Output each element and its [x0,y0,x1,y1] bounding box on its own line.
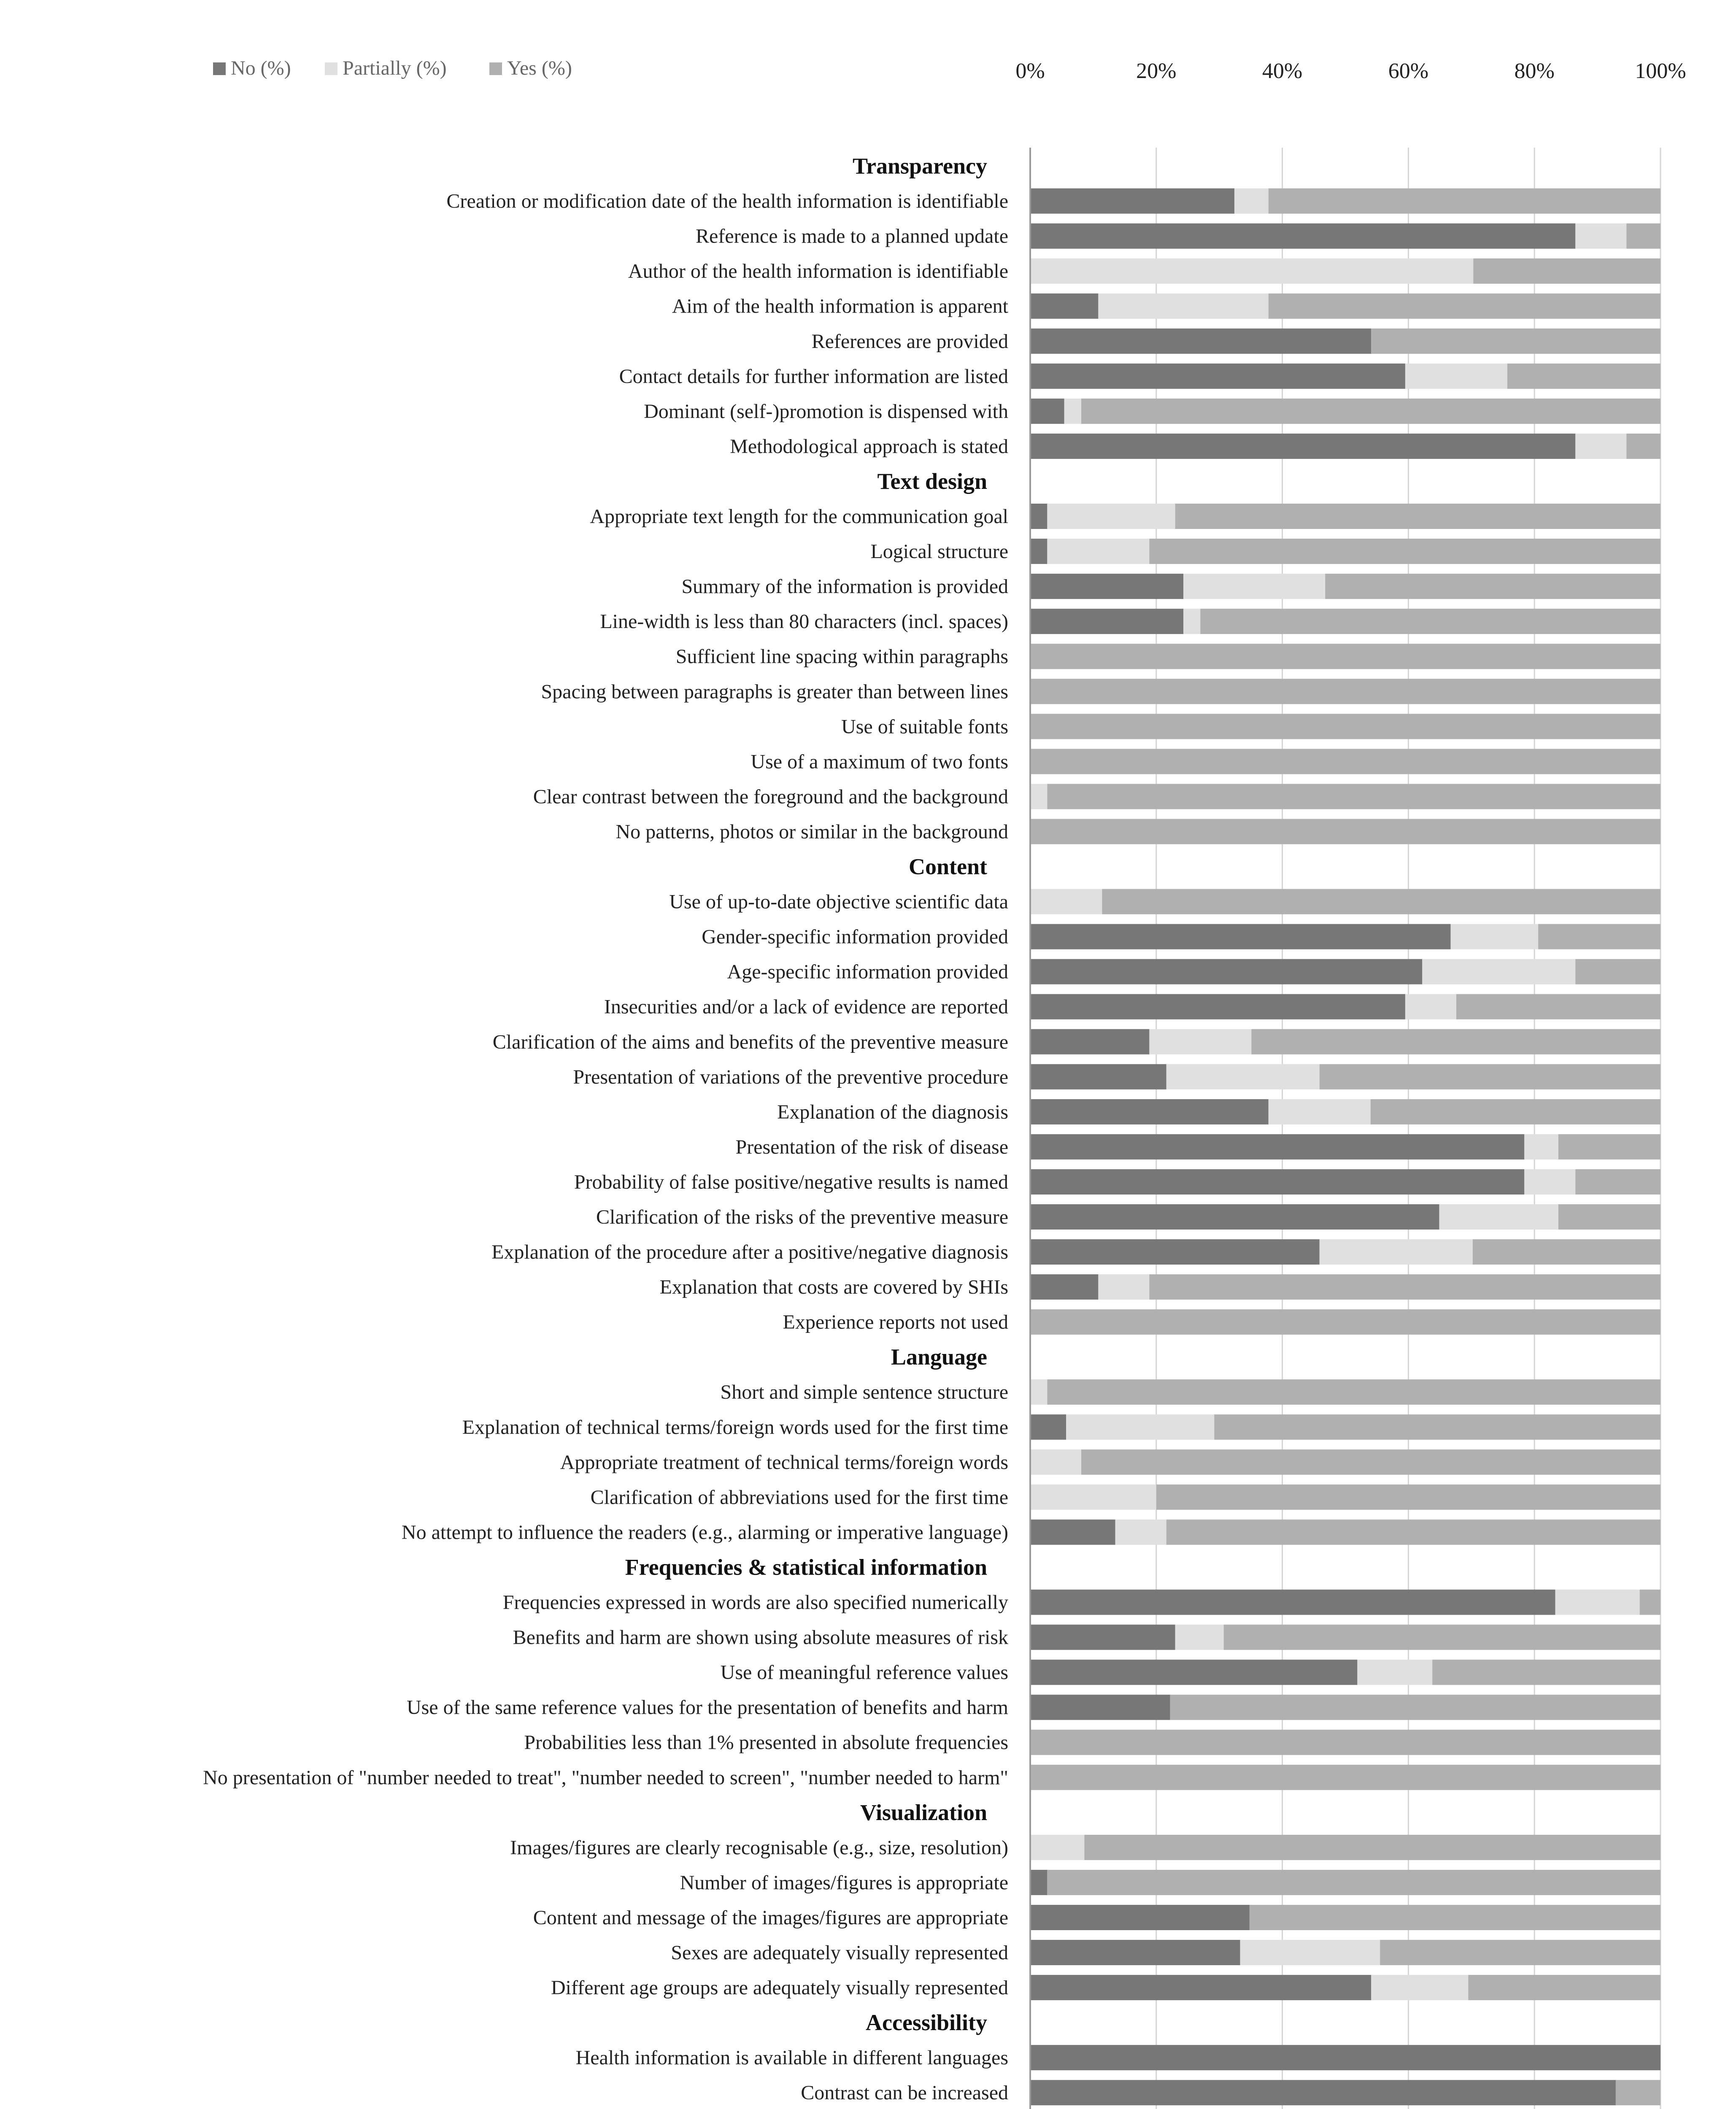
bar-segment-partially [1047,504,1175,529]
bar-segment-partially [1064,399,1081,424]
row-label: Appropriate text length for the communication goal [590,505,1008,528]
bar-segment-yes [1149,539,1660,564]
bar-segment-partially [1066,1414,1214,1440]
bar-segment-yes [1175,504,1660,529]
bar-segment-yes [1047,1870,1660,1895]
bar-segment-yes [1047,1379,1660,1405]
bar-segment-no [1030,1519,1115,1545]
legend-label: Partially (%) [343,57,447,79]
bar-segment-yes [1616,2080,1660,2105]
row-label: Explanation that costs are covered by SHIs [659,1276,1008,1299]
bar-segment-partially [1175,1625,1224,1650]
bar-segment-no [1030,539,1047,564]
bar-segment-partially [1357,1660,1432,1685]
row-label: Use of suitable fonts [841,715,1008,738]
bar-segment-yes [1473,1239,1660,1265]
x-tick-label: 60% [1388,59,1429,83]
bar-segment-yes [1640,1590,1660,1615]
bar-segment-no [1030,1695,1170,1720]
legend-swatch [213,62,226,75]
row-label: Images/figures are clearly recognisable (e.g., size, resolution) [510,1836,1008,1859]
bar-segment-yes [1432,1660,1660,1685]
bar-segment-yes [1371,1099,1660,1125]
bar-segment-partially [1166,1064,1320,1090]
row-label: Insecurities and/or a lack of evidence are reported [604,995,1008,1018]
row-label: Clear contrast between the foreground and the background [533,785,1008,808]
row-label: Logical structure [870,540,1008,563]
bar-segment-no [1030,1625,1175,1650]
bar-segment-yes [1558,1204,1660,1230]
section-header: Frequencies & statistical information [625,1554,987,1580]
row-label: Presentation of the risk of disease [735,1135,1008,1158]
bar-segment-partially [1149,1029,1251,1054]
row-label: Creation or modification date of the health information is identifiable [446,190,1008,213]
row-label: Short and simple sentence structure [720,1381,1008,1404]
bar-segment-no [1030,1590,1555,1615]
bar-segment-no [1030,329,1371,354]
x-axis-tick-labels [1015,59,1686,83]
bar-segment-no [1030,574,1183,599]
row-label: Appropriate treatment of technical terms/foreign words [560,1451,1008,1474]
bar-segment-yes [1156,1484,1660,1510]
bar-segment-yes [1166,1519,1660,1545]
bar-segment-no [1030,364,1405,389]
chart-legend [213,57,572,79]
row-label: Content and message of the images/figures are appropriate [533,1906,1008,1929]
bar-segment-partially [1183,574,1325,599]
bar-segment-yes [1081,399,1660,424]
row-label: No patterns, photos or similar in the background [616,820,1008,843]
bar-segment-no [1030,924,1450,949]
row-label: Presentation of variations of the preventive procedure [573,1065,1008,1088]
bar-segment-no [1030,959,1422,984]
row-label: Number of images/figures is appropriate [680,1871,1008,1894]
bar-segment-partially [1405,994,1456,1019]
row-label: Use of a maximum of two fonts [751,750,1008,773]
bar-segment-partially [1320,1239,1473,1265]
row-label: Reference is made to a planned update [696,225,1008,248]
bar-segment-yes [1030,749,1660,774]
row-label: Aim of the health information is apparent [672,295,1008,318]
row-label: Explanation of technical terms/foreign words used for the first time [462,1416,1008,1439]
bar-segment-no [1030,1870,1047,1895]
bar-segment-no [1030,189,1234,214]
row-label: Contrast can be increased [801,2082,1008,2104]
bar-segment-yes [1626,224,1660,249]
bar-segment-partially [1405,364,1507,389]
bar-segment-no [1030,609,1183,634]
legend-swatch [325,62,337,75]
bar-segment-yes [1468,1975,1660,2000]
bar-segment-partially [1098,1274,1149,1300]
bar-segment-yes [1030,714,1660,739]
bar-segment-partially [1575,224,1626,249]
x-tick-label: 40% [1262,59,1303,83]
row-label: Dominant (self-)promotion is dispensed with [644,400,1008,423]
bar-segment-yes [1456,994,1660,1019]
row-label: Age-specific information provided [727,960,1008,983]
bar-segment-no [1030,434,1575,459]
row-label: Sexes are adequately visually represented [671,1942,1008,1964]
bar-segment-no [1030,1274,1098,1300]
bar-segment-yes [1170,1695,1660,1720]
row-label: Health information is available in different languages [575,2047,1008,2069]
section-header: Accessibility [866,2010,987,2036]
bar-segment-yes [1030,644,1660,669]
bar-segment-partially [1555,1590,1640,1615]
row-label: References are provided [811,330,1008,353]
bar-segment-partially [1240,1940,1380,1965]
bar-segment-no [1030,994,1405,1019]
bar-segment-partially [1371,1975,1468,2000]
row-label: Explanation of the procedure after a positive/negative diagnosis [491,1241,1008,1264]
bar-segment-no [1030,294,1098,319]
bar-segment-yes [1149,1274,1660,1300]
bar-segment-no [1030,1660,1357,1685]
bar-segment-partially [1115,1519,1166,1545]
bar-segment-no [1030,1099,1269,1125]
row-labels [203,154,1009,2109]
bar-segment-partially [1234,189,1269,214]
section-header: Text design [877,468,987,494]
bar-segment-partially [1030,784,1047,809]
row-label: Contact details for further information are listed [619,365,1008,388]
bar-segment-no [1030,399,1064,424]
bar-segment-no [1030,2080,1616,2105]
bar-segment-yes [1102,889,1660,914]
x-tick-label: 80% [1514,59,1555,83]
bar-segment-partially [1030,1484,1156,1510]
row-label: Clarification of the risks of the preventive measure [596,1206,1008,1228]
bar-segment-partially [1450,924,1538,949]
bar-segment-yes [1558,1134,1660,1160]
row-label: Line-width is less than 80 characters (incl. spaces) [600,610,1008,633]
bar-segment-yes [1538,924,1660,949]
bar-segment-partially [1439,1204,1558,1230]
bar-segment-yes [1380,1940,1660,1965]
bar-segment-yes [1575,1169,1660,1195]
bar-segment-partially [1030,1835,1084,1860]
row-label: Use of the same reference values for the presentation of benefits and harm [406,1696,1008,1719]
row-label: Clarification of abbreviations used for the first time [590,1486,1008,1509]
bar-segment-yes [1200,609,1660,634]
row-label: Clarification of the aims and benefits of the preventive measure [492,1030,1008,1053]
bar-segment-yes [1626,434,1660,459]
legend-label: Yes (%) [507,57,572,79]
row-label: Use of up-to-date objective scientific data [669,890,1008,913]
bar-segment-partially [1575,434,1626,459]
bar-segment-partially [1098,294,1268,319]
bar-segment-yes [1030,679,1660,704]
bar-segment-no [1030,1169,1524,1195]
section-header: Content [909,854,987,879]
row-label: Benefits and harm are shown using absolute measures of risk [513,1626,1008,1649]
bar-segment-partially [1030,1379,1047,1405]
bar-segment-partially [1524,1169,1575,1195]
row-label: Explanation of the diagnosis [777,1100,1008,1123]
bar-segment-yes [1251,1029,1660,1054]
bar-segment-yes [1030,1730,1660,1755]
bar-segment-yes [1575,959,1660,984]
bar-segment-yes [1214,1414,1660,1440]
section-header: Visualization [860,1799,987,1825]
bar-segment-no [1030,1975,1371,2000]
bar-segment-yes [1084,1835,1660,1860]
bar-segment-no [1030,1414,1066,1440]
bar-segment-yes [1030,819,1660,844]
bar-segment-partially [1030,259,1473,284]
row-label: Experience reports not used [783,1311,1008,1334]
bar-segment-yes [1030,1309,1660,1335]
section-header: Transparency [852,153,987,179]
bar-segment-no [1030,224,1575,249]
row-label: Gender-specific information provided [702,925,1008,948]
bar-segment-yes [1320,1064,1660,1090]
bar-segment-partially [1269,1099,1371,1125]
bar-segment-yes [1030,1765,1660,1790]
bar-segment-partially [1422,959,1575,984]
x-tick-label: 100% [1635,59,1686,83]
x-tick-label: 0% [1015,59,1045,83]
bar-segment-no [1030,2045,1660,2070]
bar-segment-yes [1325,574,1660,599]
row-label: Sufficient line spacing within paragraphs [675,645,1008,668]
bar-segment-no [1030,1029,1149,1054]
bar-segment-no [1030,1905,1250,1930]
bar-segment-no [1030,1134,1524,1160]
row-label: Probability of false positive/negative results is named [574,1170,1008,1193]
row-label: No attempt to influence the readers (e.g., alarming or imperative language) [401,1521,1008,1544]
bar-segment-partially [1183,609,1200,634]
bar-segment-yes [1047,784,1660,809]
bar-segment-no [1030,1239,1320,1265]
row-label: Methodological approach is stated [730,435,1008,458]
row-label: Probabilities less than 1% presented in absolute frequencies [524,1731,1008,1754]
bar-segment-yes [1081,1449,1660,1475]
legend-swatch [489,62,502,75]
row-label: Use of meaningful reference values [720,1661,1008,1684]
bar-segment-no [1030,1064,1166,1090]
legend-label: No (%) [231,57,291,79]
bar-segment-yes [1371,329,1660,354]
row-label: Author of the health information is identifiable [628,260,1008,283]
row-label: Frequencies expressed in words are also specified numerically [502,1591,1008,1614]
row-label: Different age groups are adequately visually represented [551,1977,1008,1999]
bar-segment-no [1030,1204,1439,1230]
bar-segment-yes [1269,189,1660,214]
row-label: Summary of the information is provided [681,575,1008,598]
row-label: No presentation of "number needed to treat", "number needed to screen", "number needed to harm" [203,1766,1008,1789]
bar-segment-partially [1030,1449,1081,1475]
bar-segment-yes [1473,259,1660,284]
bar-segment-yes [1507,364,1660,389]
bar-segment-partially [1030,889,1102,914]
bar-segment-partially [1524,1134,1558,1160]
bar-segment-yes [1224,1625,1660,1650]
bar-segment-no [1030,504,1047,529]
bar-segment-partially [1047,539,1149,564]
bar-area [1030,189,1660,2109]
section-header: Language [891,1344,987,1370]
row-label: Spacing between paragraphs is greater than between lines [541,680,1008,703]
bar-segment-yes [1269,294,1660,319]
x-tick-label: 20% [1136,59,1177,83]
bar-segment-yes [1250,1905,1660,1930]
bar-segment-no [1030,1940,1240,1965]
